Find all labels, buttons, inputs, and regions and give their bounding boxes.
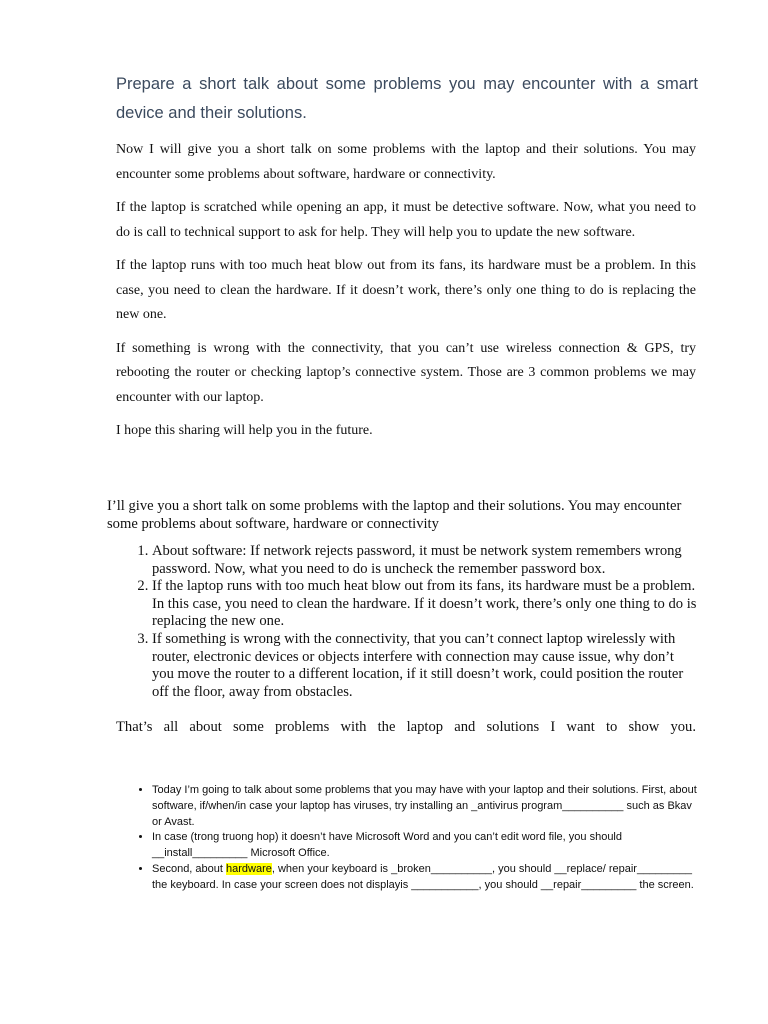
bullet-text: Second, about bbox=[152, 862, 227, 875]
list-item: 3. If something is wrong with the connectivity, that you can’t connect laptop wirelessly with router, electronic devices or objects interfere with connection may cause issue, why don’t you move the router to a different location, if it still doesn’t work, could position the router off the floor, away from obstacles. bbox=[152, 631, 699, 701]
section2-closing: That’s all about some problems with the laptop and solutions I want to show you. bbox=[116, 719, 696, 735]
paragraph: Now I will give you a short talk on some problems with the laptop and their solutions. You may encounter some problems about software, hardware or connectivity. bbox=[116, 142, 696, 182]
bullet-text: , when your keyboard is _broken__________, you should __replace/ repair_________ the keyboard. In case your screen does not displayis ___________, you should __repair_________ the screen. bbox=[152, 862, 694, 891]
list-item: • In case (trong truong hop) it doesn’t have Microsoft Word and you can’t edit word file, you should __install_________ Microsoft Office. bbox=[152, 830, 700, 862]
list-item: • Today I’m going to talk about some problems that you may have with your laptop and their solutions. First, about software, if/when/in case your laptop has viruses, try installing an _antivirus program__________ such as Bkav or Avast. bbox=[152, 783, 700, 830]
numbered-list bbox=[107, 543, 699, 701]
list-item: 2. If the laptop runs with too much heat blow out from its fans, its hardware must be a problem. In this case, you need to clean the hardware. If it doesn’t work, there’s only one thing to do is replacing the new one. bbox=[152, 578, 699, 631]
talk-section-2 bbox=[107, 497, 699, 701]
page-heading: Prepare a short talk about some problems you may encounter with a smart device and their solutions. bbox=[116, 75, 698, 122]
bullet-list bbox=[130, 783, 700, 894]
list-item bbox=[152, 862, 700, 894]
talk-section-1 bbox=[116, 138, 696, 453]
paragraph: If the laptop runs with too much heat blow out from its fans, its hardware must be a problem. In this case, you need to clean the hardware. If it doesn’t work, there’s only one thing to do is replacing the new one. bbox=[116, 258, 696, 322]
paragraph: If the laptop is scratched while opening an app, it must be detective software. Now, what you need to do is call to technical support to ask for help. They will help you to update the new software. bbox=[116, 200, 696, 240]
paragraph: If something is wrong with the connectivity, that you can’t use wireless connection & GPS, try rebooting the router or checking laptop’s connective system. Those are 3 common problems we may encounter with our laptop. bbox=[116, 340, 696, 405]
fill-in-section bbox=[130, 783, 700, 894]
paragraph: I hope this sharing will help you in the future. bbox=[116, 423, 373, 438]
highlighted-word: hardware bbox=[226, 862, 272, 875]
list-item: 1. About software: If network rejects password, it must be network system remembers wrong password. Now, what you need to do is uncheck the remember password box. bbox=[152, 543, 699, 578]
section2-intro: I’ll give you a short talk on some problems with the laptop and their solutions. You may encounter some problems about software, hardware or connectivity bbox=[107, 498, 682, 532]
